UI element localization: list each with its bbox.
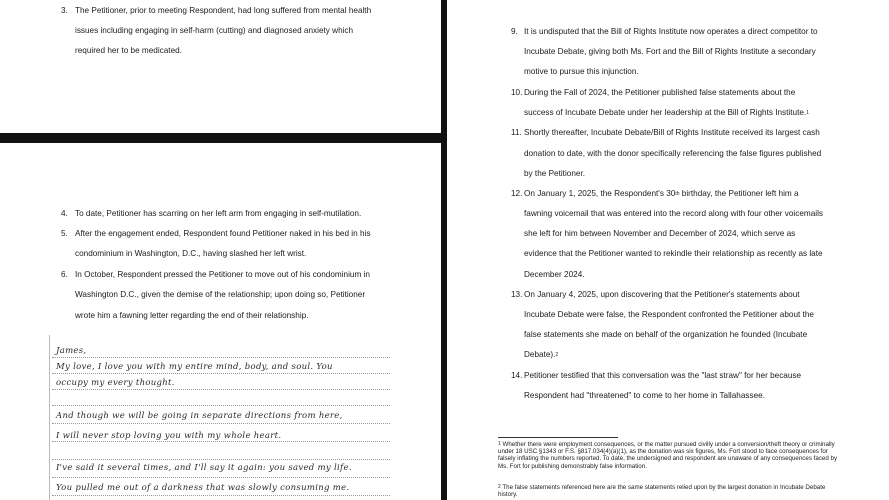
item-line: fawning voicemail that was entered into the record along with four other voicemails — [524, 209, 823, 218]
item-line: wrote him a fawning letter regarding the end of their relationship. — [75, 311, 309, 320]
item-number: 4. — [61, 209, 68, 218]
ruled-line — [52, 441, 390, 442]
item-line: The Petitioner, prior to meeting Respondent, had long suffered from mental health — [75, 6, 372, 15]
item-line: false statements she made on behalf of the organization he founded (Incubate — [524, 330, 808, 339]
vertical-divider — [441, 0, 447, 500]
item-number: 12. — [511, 189, 523, 198]
letter-line: James, — [56, 346, 87, 356]
item-line — [524, 189, 799, 199]
item-line: To date, Petitioner has scarring on her left arm from engaging in self-mutilation. — [75, 209, 362, 218]
item-line: condominium in Washington, D.C., having slashed her left wrist. — [75, 249, 307, 258]
left-top-page — [0, 0, 441, 133]
ruled-line — [52, 423, 390, 424]
footnote-2 — [498, 484, 843, 498]
item-line: Shortly thereafter, Incubate Debate/Bill of Rights Institute received its largest cash — [524, 128, 820, 137]
item-line: On January 4, 2025, upon discovering that the Petitioner's statements about — [524, 290, 800, 299]
item-number: 14. — [511, 371, 523, 380]
item-line: by the Petitioner. — [524, 169, 585, 178]
footnote-number: 2 — [498, 484, 501, 490]
item-line — [524, 350, 558, 360]
footnote-text: Whether there were employment consequences, or the matter pursued civilly under a conversion/theft theory or criminally under 18 USC §1343 or F.S. §817.034(4)(a)(1), as the donation was six figures, Ms. Fort stood to face consequences for falsely inflating the numbers reported. To date, the undersigned and respondent are unaware of any consequences faced by Ms. Fort for publishing demonstrably false information. — [498, 441, 838, 470]
item-line-text: birthday, the Petitioner left him a — [679, 189, 799, 198]
ruled-line — [52, 389, 390, 390]
item-number: 3. — [61, 6, 68, 15]
item-line: required her to be medicated. — [75, 46, 182, 55]
letter-line: My love, I love you with my entire mind, body, and soul. You — [56, 362, 333, 372]
footnote-mark: 2 — [555, 352, 559, 358]
ruled-line — [52, 495, 390, 496]
letter-line: I will never stop loving you with my whole heart. — [56, 431, 282, 441]
item-number: 6. — [61, 270, 68, 279]
item-line: Incubate Debate, giving both Ms. Fort and the Bill of Rights Institute a secondary — [524, 47, 816, 56]
item-line: motive to pursue this injunction. — [524, 67, 639, 76]
item-line: December 2024. — [524, 270, 585, 279]
item-number: 5. — [61, 229, 68, 238]
item-line: issues including engaging in self-harm (cutting) and diagnosed anxiety which — [75, 26, 354, 35]
item-number: 13. — [511, 290, 523, 299]
letter-line: And though we will be going in separate directions from here, — [56, 411, 343, 421]
item-line: After the engagement ended, Respondent found Petitioner naked in his bed in his — [75, 229, 371, 238]
item-line: donation to date, with the donor specifically referencing the false figures published — [524, 149, 822, 158]
item-line: Petitioner testified that this conversation was the "last straw" for her because — [524, 371, 802, 380]
item-line: Incubate Debate were false, the Respondent confronted the Petitioner about the — [524, 310, 814, 319]
letter-line: I've said it several times, and I'll say it again: you saved my life. — [56, 463, 352, 473]
item-line-text: success of Incubate Debate under her leadership at the Bill of Rights Institute. — [524, 108, 807, 117]
footnote-number: 1 — [498, 441, 501, 447]
item-line: evidence that the Petitioner wanted to rekindle their relationship as recently as late — [524, 249, 823, 258]
ruled-line — [52, 477, 390, 478]
ruled-line — [52, 405, 390, 406]
item-line: It is undisputed that the Bill of Rights Institute now operates a direct competitor to — [524, 27, 818, 36]
ruled-line — [52, 373, 390, 374]
item-line: Respondent had "threatened" to come to her home in Tallahassee. — [524, 391, 765, 400]
footnote-text: The false statements referenced here are the same statements relied upon by the largest donation in Incubate Debate history. — [498, 484, 826, 499]
item-line — [524, 108, 809, 118]
ordinal-suffix: th — [675, 191, 680, 197]
item-number: 11. — [511, 128, 522, 137]
footnote-mark: 1 — [806, 110, 809, 116]
item-line: In October, Respondent pressed the Petitioner to move out of his condominium in — [75, 270, 370, 279]
footnote-rule — [498, 437, 618, 438]
item-line: Washington D.C., given the demise of the relationship; upon doing so, Petitioner — [75, 290, 366, 299]
letter-line: You pulled me out of a darkness that was slowly consuming me. — [56, 483, 350, 493]
horizontal-divider — [0, 133, 447, 143]
item-line-text: Debate). — [524, 350, 556, 359]
item-line: she left for him between November and December of 2024, which serve as — [524, 229, 796, 238]
letter-margin-line — [49, 335, 50, 500]
letter-line: occupy my every thought. — [56, 378, 175, 388]
left-bottom-page — [0, 143, 441, 500]
ruled-line — [52, 459, 390, 460]
item-line: During the Fall of 2024, the Petitioner published false statements about the — [524, 88, 796, 97]
item-number: 10. — [511, 88, 523, 97]
ruled-line — [52, 357, 390, 358]
item-line-text: On January 1, 2025, the Respondent's 30 — [524, 189, 676, 198]
item-number: 9. — [511, 27, 518, 36]
footnote-1 — [498, 441, 843, 470]
